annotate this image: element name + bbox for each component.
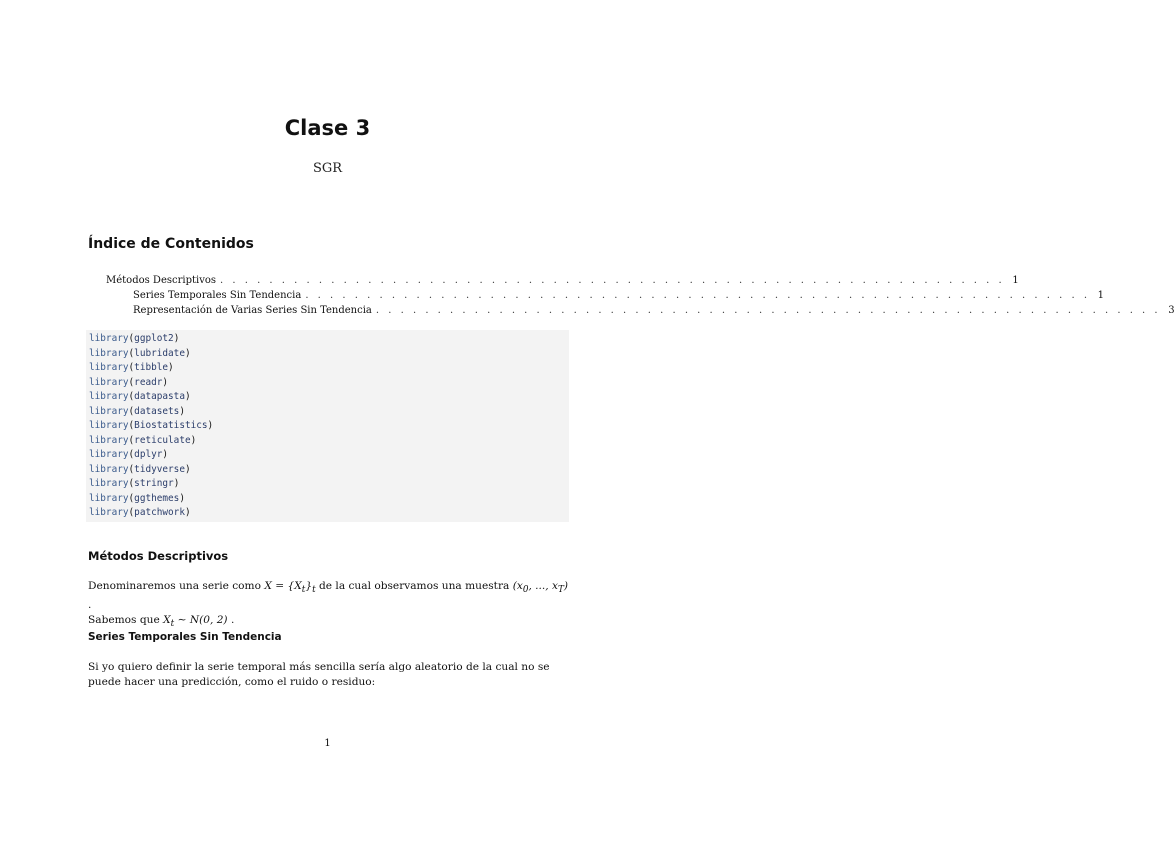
code-line: library(datapasta): [89, 391, 191, 402]
toc-leader-dots: . . . . . . . . . . . . . . . . . . . . . . . . . . . . . . . . . . . . . . . . . . . . . . . . . . . . . . . . . . . . . . . .: [305, 290, 1091, 301]
toc-entry-page: 1: [1012, 275, 1019, 286]
section-heading-metodos-descriptivos: Métodos Descriptivos: [88, 549, 229, 563]
code-block[interactable]: [86, 330, 569, 522]
code-line: library(datasets): [89, 405, 185, 417]
code-keyword: library: [89, 449, 129, 460]
code-argument: dplyr: [134, 449, 163, 460]
math-subscript: T: [557, 585, 564, 596]
code-line: library(stringr): [89, 478, 180, 489]
code-line: library(ggplot2): [89, 333, 180, 344]
math-subscript: t: [301, 585, 306, 596]
toc-heading: Índice de Contenidos: [88, 236, 254, 252]
code-argument: tidyverse: [134, 463, 185, 475]
math-text: ∼ N(0, 2): [174, 614, 228, 627]
code-line: library(reticulate): [89, 434, 197, 446]
toc-entry-label: Representación de Varias Series Sin Tendencia: [133, 305, 372, 316]
math-text: ): [563, 580, 569, 592]
code-keyword: library: [89, 376, 129, 388]
math-text: }: [305, 580, 313, 592]
text-run: .: [88, 599, 92, 612]
math-text: , ..., x: [528, 580, 558, 592]
code-keyword: library: [89, 333, 129, 344]
math-inline: [264, 580, 316, 596]
toc-entry-series-temporales[interactable]: [133, 289, 1105, 303]
code-keyword: library: [89, 478, 129, 489]
toc-leader-dots: . . . . . . . . . . . . . . . . . . . . . . . . . . . . . . . . . . . . . . . . . . . . . . . . . . . . . . . . . . . . . . . .: [375, 305, 1161, 316]
code-argument: ggplot2: [134, 333, 174, 344]
code-argument: readr: [134, 376, 163, 388]
code-argument: lubridate: [134, 347, 185, 359]
math-subscript: t: [170, 619, 175, 630]
code-keyword: library: [89, 507, 129, 518]
code-keyword: library: [89, 391, 129, 402]
toc-entry-page: 3: [1168, 305, 1175, 316]
math-text: X = {X: [264, 580, 302, 592]
code-argument: reticulate: [134, 434, 191, 446]
math-inline: [163, 614, 228, 630]
code-argument: patchwork: [134, 507, 185, 518]
code-keyword: library: [89, 492, 129, 504]
math-inline: [512, 580, 569, 596]
paragraph-series-temporales: Si yo quiero definir la serie temporal más sencilla sería algo aleatorio de la cual no se puede hacer una predicción, como el ruido o residuo:: [88, 661, 550, 688]
code-line: library(readr): [89, 376, 169, 388]
code-argument: tibble: [134, 362, 169, 373]
code-line: library(dplyr): [89, 449, 169, 460]
code-argument: ggthemes: [134, 492, 180, 504]
code-argument: datapasta: [134, 391, 185, 402]
code-keyword: library: [89, 420, 129, 431]
text-run: Sabemos que: [88, 614, 164, 627]
code-line: library(Biostatistics): [89, 420, 214, 431]
toc-entry-representacion[interactable]: [133, 304, 1175, 318]
document-title: Clase 3: [284, 116, 371, 140]
code-line: library(tidyverse): [89, 463, 191, 475]
code-line: library(ggthemes): [89, 492, 185, 504]
text-run: Denominaremos una serie como: [88, 580, 265, 592]
code-keyword: library: [89, 405, 129, 417]
math-subscript: 0: [522, 585, 529, 596]
toc-entry-label: Series Temporales Sin Tendencia: [133, 290, 302, 301]
code-line: library(tibble): [89, 362, 174, 373]
code-keyword: library: [89, 347, 129, 359]
toc-entry-page: 1: [1097, 290, 1105, 301]
code-line: library(lubridate): [89, 347, 191, 359]
math-text: (x: [512, 580, 523, 592]
code-keyword: library: [89, 463, 129, 475]
math-text: X: [163, 614, 171, 627]
code-keyword: library: [89, 434, 129, 446]
code-argument: stringr: [134, 478, 174, 489]
text-run: .: [227, 614, 235, 627]
code-argument: datasets: [134, 405, 180, 417]
code-line: library(patchwork): [89, 507, 191, 518]
math-subscript: t: [312, 585, 316, 596]
text-run: de la cual observamos una muestra: [315, 580, 513, 592]
code-argument: Biostatistics: [134, 420, 208, 431]
section-heading-series-temporales: Series Temporales Sin Tendencia: [88, 631, 282, 643]
toc-entry-label: Métodos Descriptivos: [106, 275, 216, 286]
toc-leader-dots: . . . . . . . . . . . . . . . . . . . . . . . . . . . . . . . . . . . . . . . . . . . . . . . . . . . . . . . . . . . . . . . .: [220, 275, 1005, 286]
paragraph-series-definition: [88, 579, 572, 632]
document-author: SGR: [312, 161, 343, 176]
toc-entry-metodos-descriptivos[interactable]: [106, 274, 1019, 288]
code-keyword: library: [89, 362, 129, 373]
page-number: 1: [324, 738, 331, 749]
